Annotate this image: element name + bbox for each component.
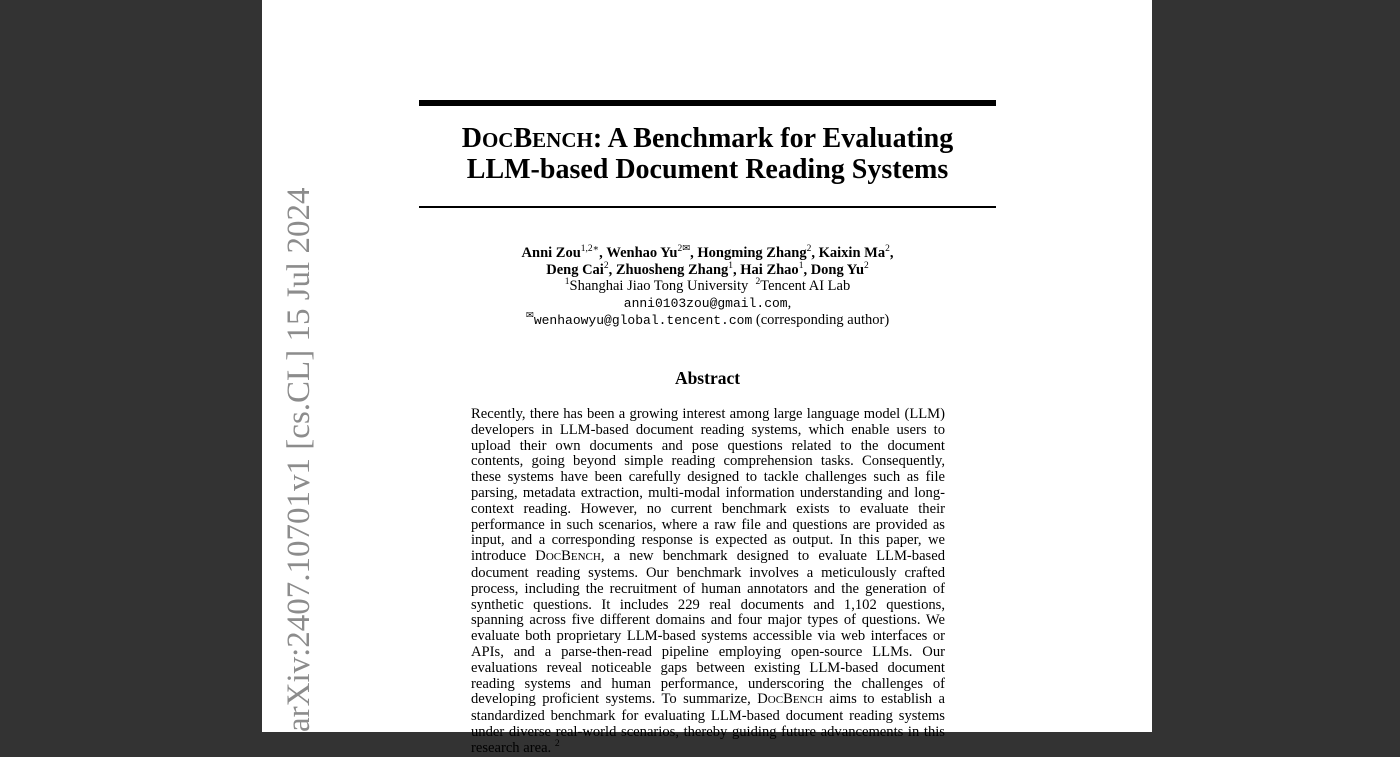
title-bottom-rule (419, 206, 996, 208)
title-top-rule (419, 100, 996, 106)
title-smallcaps-ench: ENCH (532, 128, 593, 152)
author-name: Dong Yu (810, 261, 865, 278)
affiliation-line (419, 278, 996, 295)
corresponding-author-note: (corresponding author) (752, 312, 890, 328)
pdf-page (262, 0, 1152, 756)
affiliation-2: Tencent AI Lab (760, 278, 851, 294)
affiliation-sup: 2 (755, 277, 761, 288)
footnote-mark[interactable]: 2 (554, 738, 560, 749)
docbench-sc-d: D (757, 691, 768, 708)
author-sep: , (608, 261, 613, 278)
author-sup: 2 (864, 260, 869, 271)
author-name: Anni Zou (521, 245, 581, 261)
author-line-2 (419, 262, 996, 279)
author-sep: , (889, 245, 894, 261)
author-name: Deng Cai (546, 261, 604, 278)
author-sup: 1 (728, 260, 734, 271)
abstract-body (471, 407, 945, 757)
affiliation-sup: 1 (564, 277, 570, 288)
author-sep: , (599, 245, 603, 261)
abstract-text-part-1: Recently, there has been a growing interest among large language model (LLM) developers in LLM-based document reading systems, which enable users to upload their own documents and pose questions related to the document contents, going beyond simple reading comprehension tasks. Consequently, these systems have been carefully designed to tackle challenges such as file parsing, metadata extraction, multi-modal information understanding and long-context reading. However, no current benchmark exists to evaluate their performance in such scenarios, where a raw file and questions are provided as input, and a corresponding response is expected as output. In this paper, we introduce (471, 406, 945, 565)
author-sep: , (803, 261, 808, 278)
title-smallcaps-oc: OC (481, 128, 514, 152)
title-line2: LLM-based Document Reading Systems (466, 154, 949, 185)
author-sep: , (690, 245, 694, 261)
author-sep: , (733, 261, 737, 278)
author-sup: 1 (798, 260, 804, 271)
title-line1-rest: : A Benchmark for Evaluating (592, 123, 954, 154)
docbench-sc-ench: ENCH (792, 694, 823, 707)
docbench-sc-b: B (783, 691, 793, 708)
author-name: Zhuosheng Zhang (615, 261, 729, 278)
author-sup: 2✉ (677, 244, 691, 255)
author-name: Hai Zhao (740, 261, 799, 278)
email-line-2 (419, 312, 996, 330)
docbench-sc-b: B (561, 548, 571, 565)
abstract-text-part-3: aims to establish a standardized benchmark for evaluating LLM-based document reading systems under diverse real-world scenarios, thereby guiding future advancements in this research area. (471, 691, 945, 756)
arxiv-stamp: arXiv:2407.10701v1 [cs.CL] 15 Jul 2024 (281, 187, 317, 732)
author-sup: 2 (806, 244, 812, 255)
envelope-icon: ✉ (525, 311, 534, 322)
title-smallcaps-d: D (461, 123, 482, 154)
author-name: Wenhao Yu (606, 245, 678, 261)
abstract-text-part-2: , a new benchmark designed to evaluate LLM-based document reading systems. Our benchmark involves a meticulously crafted process, including the recruitment of human annotators and the generation of synthetic questions. It includes 229 real documents and 1,102 questions, spanning across five different domains and four major types of questions. We evaluate both proprietary LLM-based systems accessible via web interfaces or APIs, and a parse-then-read pipeline employing open-source LLMs. Our evaluations reveal noticeable gaps between existing LLM-based document reading systems and human performance, underscoring the challenges of developing proficient systems. To summarize, (471, 548, 946, 708)
docbench-sc-oc: OC (767, 694, 784, 707)
docbench-sc-ench: ENCH (570, 551, 601, 564)
email-1-suffix: , (787, 294, 792, 311)
paper-title (419, 124, 996, 185)
email-2[interactable]: wenhaowyu@global.tencent.com (533, 313, 753, 328)
abstract-heading: Abstract (674, 368, 741, 388)
author-line-1 (419, 245, 996, 262)
author-sep: , (811, 245, 815, 261)
author-sup: 2 (885, 244, 890, 255)
email-line-1 (419, 295, 996, 313)
affiliation-1: Shanghai Jiao Tong University (569, 278, 749, 294)
title-smallcaps-b: B (513, 123, 533, 154)
author-name: Hongming Zhang (697, 245, 807, 261)
author-block (419, 245, 996, 330)
email-1[interactable]: anni0103zou@gmail.com (623, 295, 788, 311)
author-sup: 1,2∗ (580, 244, 600, 255)
docbench-sc-oc: OC (545, 551, 562, 564)
docbench-sc-d: D (535, 548, 546, 565)
author-sup: 2 (603, 260, 609, 271)
author-name: Kaixin Ma (818, 245, 886, 261)
